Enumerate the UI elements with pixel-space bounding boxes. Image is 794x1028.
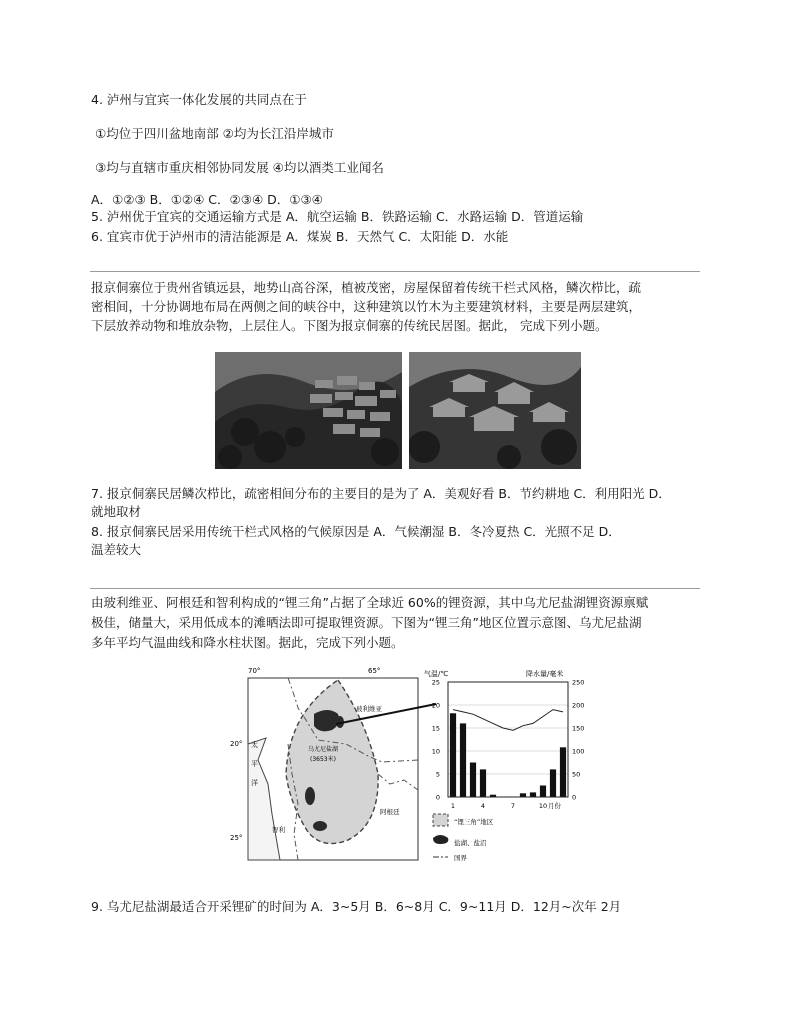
- passage2-line-1: 报京侗寨位于贵州省镇远县，地势山高谷深，植被茂密，房屋保留着传统干栏式风格，鳞次栉比，疏: [91, 280, 642, 295]
- lat-label-top: 20°: [230, 740, 243, 748]
- temp-tick-label: 20: [431, 701, 440, 710]
- month-tick-label: 7: [510, 802, 516, 810]
- temp-tick-label: 15: [431, 724, 440, 733]
- q6: 6. 宜宾市优于泸州市的清洁能源是 A．煤炭 B．天然气 C．太阳能 D．水能: [91, 229, 509, 244]
- passage3-line-2: 极佳，储量大，采用低成本的滩晒法即可提取锂资源。下图为“锂三角”地区位置示意图、乌尤尼盐湖: [91, 615, 642, 630]
- lon-label-left: 70°: [248, 667, 261, 675]
- month-tick-label: 4: [480, 802, 486, 810]
- village-photo-left: [215, 352, 402, 469]
- precip-bar: [520, 793, 526, 797]
- precip-tick-label: 150: [572, 724, 585, 733]
- precip-bar: [450, 713, 456, 797]
- legend-triangle-swatch: [433, 814, 448, 826]
- lake-name-label: 乌尤尼盐湖: [308, 746, 339, 753]
- passage2-line-2: 密相间，十分协调地布局在两侧之间的峡谷中，这种建筑以竹木为主要建筑材料，主要是两层建筑，: [91, 299, 642, 314]
- section-divider-1: [90, 271, 700, 272]
- passage3-line-3: 多年平均气温曲线和降水柱状图。据此，完成下列小题。: [91, 635, 404, 650]
- chile-label: 智利: [272, 826, 285, 834]
- temp-axis-title: 气温/℃: [424, 670, 449, 678]
- passage2-line-3: 下层放养动物和堆放杂物，上层住人。下图为报京侗寨的传统民居图。据此， 完成下列小题。: [91, 318, 608, 333]
- section-divider-2: [90, 588, 700, 589]
- q4-options-3-4: ③均与直辖市重庆相邻协同发展 ④均以酒类工业闻名: [95, 160, 384, 175]
- lon-label-right: 65°: [368, 667, 381, 675]
- legend-border-label: 国界: [454, 854, 467, 862]
- precip-bar: [560, 747, 566, 797]
- temp-tick-label: 10: [431, 747, 440, 756]
- lake-elevation-label: (3653米): [310, 756, 336, 763]
- temp-tick-label: 5: [435, 770, 440, 779]
- precip-tick-label: 50: [572, 770, 581, 779]
- precip-tick-label: 200: [572, 701, 585, 710]
- precip-bar: [470, 763, 476, 798]
- ocean-label-3: 洋: [251, 779, 258, 787]
- month-tick-label: 1: [450, 802, 456, 810]
- q5: 5. 泸州优于宜宾的交通运输方式是 A．航空运输 B．铁路运输 C．水路运输 D．管道运输: [91, 209, 584, 224]
- ocean-label-2: 平: [251, 760, 258, 768]
- passage3-line-1: 由玻利维亚、阿根廷和智利构成的“锂三角”占据了全球近 60%的锂资源，其中乌尤尼盐湖锂资源禀赋: [91, 595, 649, 610]
- temp-tick-label: 0: [435, 793, 440, 802]
- lat-label-bottom: 25°: [230, 834, 243, 842]
- precip-bar: [480, 769, 486, 797]
- q8-line-1: 8. 报京侗寨民居采用传统干栏式风格的气候原因是 A．气候潮湿 B．冬冷夏热 C．光照不足 D．: [91, 524, 621, 539]
- village-photo-right: [409, 352, 581, 469]
- precip-tick-label: 100: [572, 747, 585, 756]
- precip-bar: [530, 792, 536, 797]
- legend-lake-swatch: [433, 835, 448, 844]
- precip-axis-title: 降水量/毫米: [526, 670, 564, 678]
- figure-svg: [228, 664, 588, 864]
- temp-tick-label: 25: [431, 678, 440, 687]
- precip-bar: [550, 769, 556, 797]
- precip-bar: [540, 786, 546, 798]
- argentina-label: 阿根廷: [380, 808, 400, 816]
- q4-stem: 4. 泸州与宜宾一体化发展的共同点在于: [91, 92, 307, 107]
- bolivia-label: 玻利维亚: [356, 705, 382, 713]
- q4-options-1-2: ①均位于四川盆地南部 ②均为长江沿岸城市: [95, 126, 334, 141]
- legend-triangle-label: “锂三角”地区: [454, 818, 494, 826]
- precip-tick-label: 0: [572, 793, 577, 802]
- legend-lake-label: 盐湖、盐沼: [454, 839, 487, 847]
- location-map: [230, 667, 436, 860]
- q7-line-1: 7. 报京侗寨民居鳞次栉比，疏密相间分布的主要目的是为了 A．美观好看 B．节约耕地 C．利用阳光 D．: [91, 486, 671, 501]
- month-tick-label: 10: [538, 802, 548, 810]
- q8-line-2: 温差较大: [91, 542, 142, 557]
- temperature-curve: [453, 710, 563, 731]
- q4-choices: A．①②③ B．①②④ C．②③④ D．①③④: [91, 192, 323, 207]
- climate-chart: [424, 669, 584, 862]
- precip-tick-label: 250: [572, 678, 585, 687]
- month-axis-unit: 月份: [548, 802, 561, 810]
- lithium-triangle-figure: [228, 664, 588, 864]
- q7-line-2: 就地取材: [91, 504, 142, 519]
- ocean-label-1: 太: [251, 741, 258, 749]
- q9: 9. 乌尤尼盐湖最适合开采锂矿的时间为 A．3~5月 B．6~8月 C．9~11月 D．12月~次年 2月: [91, 899, 622, 914]
- precip-bar: [460, 723, 466, 797]
